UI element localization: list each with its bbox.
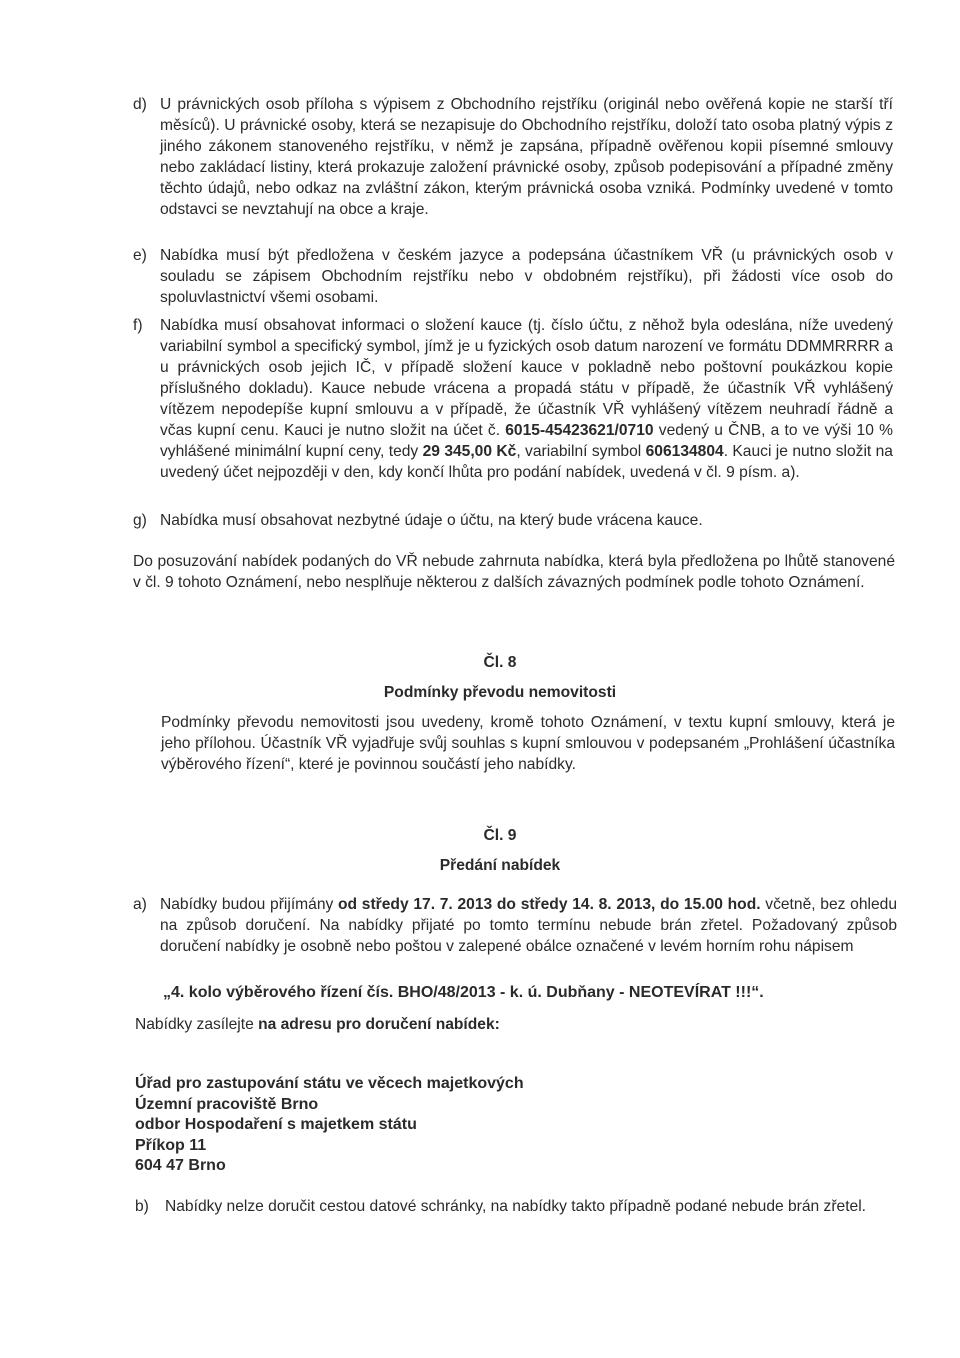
deposit-amount: 29 345,00 Kč [422,443,517,460]
item-b-letter: b) [135,1198,149,1215]
variable-symbol: 606134804 [645,443,724,460]
address-line: odbor Hospodaření s majetkem státu [135,1116,417,1133]
address-line: Příkop 11 [135,1136,207,1154]
section-f-text: Nabídka musí obsahovat informaci o složení kauce (tj. číslo účtu, z něhož byla odeslána, níže uvedený variabilní symbol a specifický symbol, jímž je u fyzických osob datum narození ve formátu DDMMRRRR a u právnických osob jejich IČ, v případě složení kauce v pokladně nebo poštovní poukázkou kopie příslušného dokladu). Kauce nebude vrácena a propadá státu v případě, že účastník VŘ vyhlášený vítězem nepodepíše kupní smlouvu a v případě, že účastník VŘ vyhlášený vítězem neuhradí řádně a včas kupní cenu. Kauci je nutno složit na účet č. 6015-45423621/0710 vedený u ČNB, a to ve výši 10 % vyhlášené minimální kupní ceny, tedy 29 345,00 Kč, variabilní symbol 606134804. Kauci je nutno složit na uvedený účet nejpozději v den, kdy končí lhůta pro podání nabídek, uvedená v čl. 9 písm. a). [160,317,893,481]
article-9-item-b [135,1196,877,1217]
item-a-text: Nabídky budou přijímány od středy 17. 7. 2013 do středy 14. 8. 2013, do 15.00 hod. včetně, bez ohledu na způsob doručení. Na nabídky přijaté po tomto termínu nebude brán zřetel. Požadovaný způsob doručení nabídky je osobně nebo poštou v zalepené obálce označené v levém horním rohu nápisem [160,896,897,955]
account-number: 6015-45423621/0710 [505,422,654,439]
article-9-title: Předání nabídek [439,857,561,874]
article-8-title: Podmínky převodu nemovitosti [383,684,617,701]
section-d [133,94,893,220]
article-8-number: Čl. 8 [483,654,517,671]
section-d-letter: d) [133,96,147,113]
section-e [133,245,893,308]
section-f-letter: f) [133,317,143,334]
address-line: 604 47 Brno [135,1157,226,1174]
section-d-text: U právnických osob příloha s výpisem z Obchodního rejstříku (originál nebo ověřená kopie ne starší tří měsíců). U právnické osoby, která se nezapisuje do Obchodního rejstříku, doloží tato osoba platný výpis z jiného zákonem stanoveného rejstříku, v němž je zapsána, případně ověřenou kopii písemné smlouvy nebo zakládací listiny, která prokazuje založení právnické osoby, způsob podepisování a případné změny těchto údajů, nebo odkaz na zvláštní zákon, kterým právnická osoba vzniká. Podmínky uvedené v tomto odstavci se nevztahují na obce a kraje. [160,96,893,218]
evaluation-paragraph: Do posuzování nabídek podaných do VŘ nebude zahrnuta nabídka, která byla předložena po lhůtě stanovené v čl. 9 tohoto Oznámení, nebo nesplňuje některou z dalších závazných podmínek podle tohoto Oznámení. [133,553,895,591]
section-g-letter: g) [133,512,147,529]
section-e-letter: e) [133,247,147,264]
delivery-address [135,1074,524,1177]
section-g-text: Nabídka musí obsahovat nezbytné údaje o účtu, na který bude vrácena kauce. [160,512,703,529]
submission-period: od středy 17. 7. 2013 do středy 14. 8. 2013, do 15.00 hod. [338,896,761,913]
item-b-text: Nabídky nelze doručit cestou datové schránky, na nabídky takto případně podané nebude brán zřetel. [165,1198,867,1215]
article-9-item-a [133,894,897,957]
section-g [133,510,893,531]
address-line: Územní pracoviště Brno [135,1095,319,1113]
address-line: Úřad pro zastupování státu ve věcech majetkových [135,1075,524,1092]
article-8-text: Podmínky převodu nemovitosti jsou uvedeny, kromě tohoto Oznámení, v textu kupní smlouvy, která je jeho přílohou. Účastník VŘ vyjadřuje svůj souhlas s kupní smlouvou v podepsaném „Prohlášení účastníka výběrového řízení“, které je povinnou součástí jeho nabídky. [161,714,895,773]
item-a-letter: a) [133,896,147,913]
envelope-label: „4. kolo výběrového řízení čís. BHO/48/2013 - k. ú. Dubňany - NEOTEVÍRAT !!!“. [163,984,764,1001]
article-9-number: Čl. 9 [483,827,517,844]
section-f [133,315,893,483]
send-to-line: Nabídky zasílejte na adresu pro doručení nabídek: [135,1016,500,1033]
section-e-text: Nabídka musí být předložena v českém jazyce a podepsána účastníkem VŘ (u právnických osob v souladu se zápisem Obchodním rejstříku nebo v obdobném rejstříku), při žádosti více osob do spoluvlastnictví všemi osobami. [160,247,893,306]
